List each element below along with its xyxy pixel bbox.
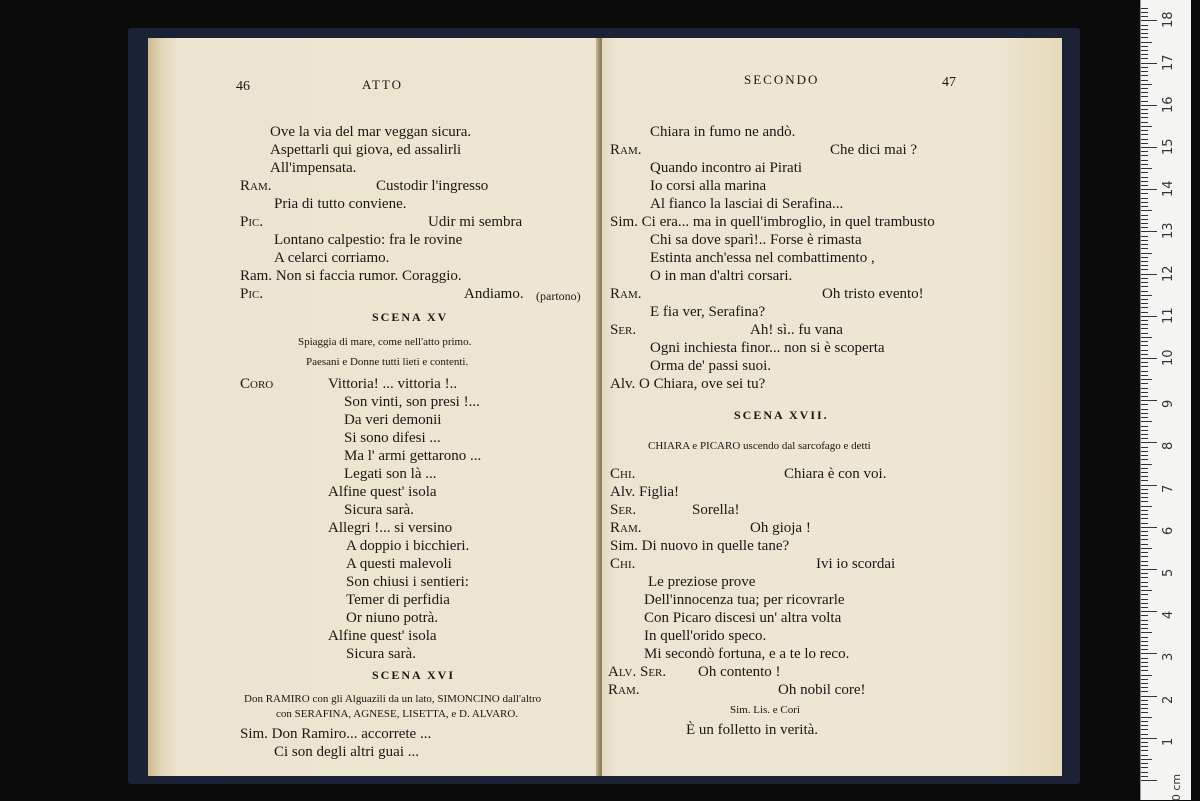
ruler-tick bbox=[1141, 362, 1148, 363]
ruler-tick bbox=[1141, 691, 1148, 692]
text-line: Andiamo. bbox=[464, 286, 524, 302]
ruler-tick bbox=[1141, 168, 1152, 169]
ruler-tick bbox=[1141, 63, 1157, 64]
ruler-tick bbox=[1141, 417, 1148, 418]
ruler-tick bbox=[1141, 20, 1157, 21]
ruler-tick bbox=[1141, 518, 1148, 519]
text-line: Alv. Figlia! bbox=[610, 484, 680, 500]
ruler-tick bbox=[1141, 303, 1148, 304]
text-line: Alv. O Chiara, ove sei tu? bbox=[610, 376, 766, 392]
ruler-tick bbox=[1141, 426, 1148, 427]
page-number: 47 bbox=[942, 75, 956, 90]
ruler-tick bbox=[1141, 582, 1148, 583]
measurement-ruler bbox=[1140, 0, 1191, 800]
ruler-tick bbox=[1141, 430, 1148, 431]
ruler-tick bbox=[1141, 291, 1148, 292]
ruler-number: 15 bbox=[1161, 138, 1176, 156]
ruler-tick bbox=[1141, 345, 1148, 346]
ruler-tick bbox=[1141, 780, 1157, 781]
ruler-tick bbox=[1141, 464, 1152, 465]
ruler-tick bbox=[1141, 210, 1152, 211]
ruler-tick bbox=[1141, 763, 1148, 764]
ruler-tick bbox=[1141, 641, 1148, 642]
ruler-tick bbox=[1141, 198, 1148, 199]
text-line: Ogni inchiesta finor... non si è scoperta bbox=[650, 340, 885, 356]
ruler-tick bbox=[1141, 404, 1148, 405]
ruler-tick bbox=[1141, 396, 1148, 397]
ruler-tick bbox=[1141, 80, 1148, 81]
ruler-tick bbox=[1141, 615, 1148, 616]
ruler-tick bbox=[1141, 316, 1157, 317]
ruler-tick bbox=[1141, 658, 1148, 659]
text-line: Temer di perfidia bbox=[346, 592, 450, 608]
ruler-tick bbox=[1141, 16, 1148, 17]
ruler-tick bbox=[1141, 637, 1148, 638]
ruler-tick bbox=[1141, 354, 1148, 355]
text-line: CHIARA e PICARO uscendo dal sarcofago e detti bbox=[648, 440, 871, 452]
text-line: Chiara in fumo ne andò. bbox=[650, 124, 796, 140]
text-line: Alv. Ser. bbox=[608, 664, 667, 680]
text-line: Or niuno potrà. bbox=[346, 610, 439, 626]
text-line: Paesani e Donne tutti lieti e contenti. bbox=[306, 356, 469, 368]
ruler-tick bbox=[1141, 143, 1148, 144]
ruler-number: 6 bbox=[1161, 526, 1176, 535]
ruler-tick bbox=[1141, 561, 1148, 562]
ruler-number: 9 bbox=[1161, 399, 1176, 409]
ruler-tick bbox=[1141, 670, 1148, 671]
ruler-number: 10 bbox=[1161, 349, 1176, 367]
text-line: A questi malevoli bbox=[346, 556, 452, 572]
ruler-tick bbox=[1141, 510, 1148, 511]
page-number: 46 bbox=[236, 79, 250, 94]
text-line: Coro bbox=[240, 376, 274, 392]
ruler-tick bbox=[1141, 379, 1152, 380]
ruler-tick bbox=[1141, 117, 1148, 118]
ruler-tick bbox=[1141, 497, 1148, 498]
ruler-tick bbox=[1141, 717, 1152, 718]
ruler-tick bbox=[1141, 113, 1148, 114]
ruler-unit-label: 0 cm bbox=[1170, 773, 1184, 801]
ruler-tick bbox=[1141, 181, 1148, 182]
ruler-tick bbox=[1141, 409, 1148, 410]
text-line: Ram. bbox=[240, 178, 272, 194]
ruler-tick bbox=[1141, 215, 1148, 216]
ruler-tick bbox=[1141, 712, 1148, 713]
ruler-tick bbox=[1141, 759, 1152, 760]
ruler-tick bbox=[1141, 54, 1148, 55]
text-line: Estinta anch'essa nel combattimento , bbox=[650, 250, 875, 266]
ruler-tick bbox=[1141, 257, 1148, 258]
text-line: Sim. Di nuovo in quelle tane? bbox=[610, 538, 790, 554]
ruler-tick bbox=[1141, 105, 1157, 106]
ruler-tick bbox=[1141, 607, 1148, 608]
text-line: Ci son degli altri guai ... bbox=[274, 744, 419, 760]
text-line: Ser. bbox=[610, 502, 637, 518]
ruler-tick bbox=[1141, 573, 1148, 574]
ruler-tick bbox=[1141, 696, 1157, 697]
ruler-tick bbox=[1141, 155, 1148, 156]
text-line: Si sono difesi ... bbox=[344, 430, 441, 446]
ruler-number: 12 bbox=[1161, 265, 1176, 282]
ruler-tick bbox=[1141, 388, 1148, 389]
text-line: Al fianco la lasciai di Serafina... bbox=[650, 196, 844, 212]
ruler-tick bbox=[1141, 219, 1148, 220]
ruler-tick bbox=[1141, 75, 1148, 76]
ruler-tick bbox=[1141, 675, 1152, 676]
running-head: ATTO bbox=[362, 77, 403, 92]
ruler-tick bbox=[1141, 653, 1157, 654]
ruler-tick bbox=[1141, 274, 1157, 275]
ruler-number: 16 bbox=[1161, 96, 1176, 113]
text-line: SCENA XVII. bbox=[734, 408, 829, 422]
text-line: Che dici mai ? bbox=[830, 142, 918, 158]
ruler-tick bbox=[1141, 493, 1148, 494]
text-line: Allegri !... si versino bbox=[328, 520, 453, 536]
text-line: Orma de' passi suoi. bbox=[650, 358, 772, 374]
text-line: Ram. bbox=[610, 286, 642, 302]
ruler-tick bbox=[1141, 632, 1152, 633]
text-line: Chi. bbox=[610, 466, 636, 482]
text-line: Legati son là ... bbox=[344, 466, 437, 482]
ruler-tick bbox=[1141, 151, 1148, 152]
ruler-tick bbox=[1141, 400, 1157, 401]
ruler-tick bbox=[1141, 708, 1148, 709]
ruler-tick bbox=[1141, 704, 1148, 705]
ruler-tick bbox=[1141, 485, 1157, 486]
ruler-tick bbox=[1141, 459, 1148, 460]
text-line: (partono) bbox=[536, 289, 581, 303]
ruler-tick bbox=[1141, 729, 1148, 730]
text-line: Ma l' armi gettarono ... bbox=[344, 448, 482, 464]
ruler-tick bbox=[1141, 366, 1148, 367]
text-line: Ove la via del mar veggan sicura. bbox=[270, 124, 472, 140]
text-line: E fia ver, Serafina? bbox=[650, 304, 766, 320]
text-line: Chi sa dove sparì!.. Forse è rimasta bbox=[650, 232, 862, 248]
text-line: Mi secondò fortuna, e a te lo reco. bbox=[644, 646, 850, 662]
ruler-tick bbox=[1141, 227, 1148, 228]
ruler-tick bbox=[1141, 527, 1157, 528]
ruler-tick bbox=[1141, 552, 1148, 553]
text-line: A celarci corriamo. bbox=[274, 250, 390, 266]
text-line: Sim. Ci era... ma in quell'imbroglio, in quel trambusto bbox=[610, 214, 935, 230]
ruler-tick bbox=[1141, 539, 1148, 540]
text-line: Lontano calpestio: fra le rovine bbox=[274, 232, 463, 248]
ruler-tick bbox=[1141, 341, 1148, 342]
text-line: Oh nobil core! bbox=[778, 682, 866, 698]
ruler-tick bbox=[1141, 295, 1152, 296]
ruler-tick bbox=[1141, 248, 1148, 249]
ruler-tick bbox=[1141, 577, 1148, 578]
ruler-tick bbox=[1141, 738, 1157, 739]
text-line: Oh gioja ! bbox=[750, 520, 811, 536]
ruler-number: 13 bbox=[1161, 222, 1176, 240]
text-line: Sicura sarà. bbox=[344, 502, 414, 518]
text-line: Chi. bbox=[610, 556, 636, 572]
ruler-number: 4 bbox=[1161, 610, 1176, 620]
ruler-tick bbox=[1141, 42, 1152, 43]
ruler-tick bbox=[1141, 721, 1148, 722]
ruler-tick bbox=[1141, 25, 1148, 26]
ruler-tick bbox=[1141, 683, 1148, 684]
ruler-tick bbox=[1141, 599, 1148, 600]
ruler-tick bbox=[1141, 523, 1148, 524]
text-line: È un folletto in verità. bbox=[686, 722, 819, 738]
text-line: Pic. bbox=[240, 214, 264, 230]
ruler-number: 18 bbox=[1161, 11, 1176, 29]
ruler-tick bbox=[1141, 172, 1148, 173]
ruler-tick bbox=[1141, 565, 1148, 566]
ruler-tick bbox=[1141, 776, 1148, 777]
text-line: Spiaggia di mare, come nell'atto primo. bbox=[298, 336, 472, 348]
ruler-tick bbox=[1141, 624, 1148, 625]
text-line: Quando incontro ai Pirati bbox=[650, 160, 803, 176]
ruler-tick bbox=[1141, 328, 1148, 329]
text-line: SCENA XVI bbox=[372, 668, 456, 682]
ruler-number: 8 bbox=[1161, 442, 1176, 451]
ruler-tick bbox=[1141, 421, 1152, 422]
ruler-tick bbox=[1141, 333, 1148, 334]
text-line: Udir mi sembra bbox=[428, 214, 523, 230]
text-line: Dell'innocenza tua; per ricovrarle bbox=[644, 592, 845, 608]
text-line: Pria di tutto conviene. bbox=[274, 196, 407, 212]
ruler-tick bbox=[1141, 50, 1148, 51]
ruler-tick bbox=[1141, 206, 1148, 207]
ruler-tick bbox=[1141, 358, 1157, 359]
ruler-tick bbox=[1141, 750, 1148, 751]
ruler-tick bbox=[1141, 662, 1148, 663]
ruler-tick bbox=[1141, 679, 1148, 680]
ruler-tick bbox=[1141, 109, 1148, 110]
ruler-tick bbox=[1141, 438, 1148, 439]
ruler-tick bbox=[1141, 506, 1152, 507]
left-page bbox=[148, 38, 600, 776]
ruler-tick bbox=[1141, 371, 1148, 372]
ruler-tick bbox=[1141, 312, 1148, 313]
ruler-tick bbox=[1141, 324, 1148, 325]
ruler-tick bbox=[1141, 687, 1148, 688]
ruler-tick bbox=[1141, 700, 1148, 701]
ruler-tick bbox=[1141, 767, 1148, 768]
ruler-tick bbox=[1141, 286, 1148, 287]
ruler-tick bbox=[1141, 58, 1148, 59]
text-line: con SERAFINA, AGNESE, LISETTA, e D. ALVARO. bbox=[276, 708, 519, 720]
ruler-tick bbox=[1141, 185, 1148, 186]
right-page bbox=[602, 38, 1062, 776]
ruler-tick bbox=[1141, 84, 1152, 85]
ruler-tick bbox=[1141, 240, 1148, 241]
ruler-tick bbox=[1141, 375, 1148, 376]
ruler-number: 1 bbox=[1161, 737, 1176, 746]
text-line: Sim. Don Ramiro... accorrete ... bbox=[240, 726, 432, 742]
ruler-tick bbox=[1141, 189, 1157, 190]
text-line: Pic. bbox=[240, 286, 264, 302]
ruler-tick bbox=[1141, 337, 1152, 338]
ruler-tick bbox=[1141, 772, 1148, 773]
ruler-tick bbox=[1141, 122, 1148, 123]
text-line: Sim. Lis. e Cori bbox=[730, 704, 800, 716]
ruler-tick bbox=[1141, 33, 1148, 34]
text-line: All'impensata. bbox=[270, 160, 357, 176]
ruler-tick bbox=[1141, 590, 1152, 591]
ruler-tick bbox=[1141, 101, 1148, 102]
ruler-tick bbox=[1141, 734, 1148, 735]
ruler-tick bbox=[1141, 548, 1152, 549]
ruler-tick bbox=[1141, 299, 1148, 300]
ruler-tick bbox=[1141, 12, 1148, 13]
ruler-tick bbox=[1141, 447, 1148, 448]
ruler-tick bbox=[1141, 236, 1148, 237]
text-line: Ram. bbox=[608, 682, 640, 698]
text-line: Sorella! bbox=[692, 502, 740, 518]
ruler-tick bbox=[1141, 434, 1148, 435]
ruler-tick bbox=[1141, 164, 1148, 165]
ruler-tick bbox=[1141, 147, 1157, 148]
text-line: Ram. bbox=[610, 142, 642, 158]
ruler-tick bbox=[1141, 603, 1148, 604]
ruler-tick bbox=[1141, 611, 1157, 612]
ruler-tick bbox=[1141, 231, 1157, 232]
ruler-tick bbox=[1141, 350, 1148, 351]
text-line: Io corsi alla marina bbox=[650, 178, 767, 194]
text-line: Don RAMIRO con gli Alguazili da un lato, SIMONCINO dall'altro bbox=[244, 693, 542, 705]
ruler-tick bbox=[1141, 746, 1148, 747]
ruler-tick bbox=[1141, 126, 1152, 127]
ruler-tick bbox=[1141, 177, 1148, 178]
ruler-number: 3 bbox=[1161, 653, 1176, 662]
ruler-tick bbox=[1141, 489, 1148, 490]
ruler-tick bbox=[1141, 320, 1148, 321]
text-line: Oh contento ! bbox=[698, 664, 781, 680]
text-line: Ivi io scordai bbox=[816, 556, 896, 572]
ruler-tick bbox=[1141, 269, 1148, 270]
text-line: Aspettarli qui giova, ed assalirli bbox=[270, 142, 462, 158]
ruler-tick bbox=[1141, 468, 1148, 469]
ruler-tick bbox=[1141, 193, 1148, 194]
ruler-tick bbox=[1141, 725, 1148, 726]
ruler-tick bbox=[1141, 586, 1148, 587]
text-line: In quell'orido speco. bbox=[644, 628, 767, 644]
ruler-tick bbox=[1141, 8, 1148, 9]
ruler-tick bbox=[1141, 307, 1148, 308]
ruler-tick bbox=[1141, 501, 1148, 502]
ruler-tick bbox=[1141, 139, 1148, 140]
ruler-number: 5 bbox=[1161, 568, 1176, 577]
ruler-tick bbox=[1141, 71, 1148, 72]
ruler-tick bbox=[1141, 261, 1148, 262]
ruler-tick bbox=[1141, 649, 1148, 650]
text-line: Sicura sarà. bbox=[346, 646, 416, 662]
ruler-tick bbox=[1141, 265, 1148, 266]
ruler-tick bbox=[1141, 514, 1148, 515]
text-line: Son vinti, son presi !... bbox=[344, 394, 480, 410]
ruler-tick bbox=[1141, 392, 1148, 393]
ruler-number: 11 bbox=[1161, 307, 1176, 324]
ruler-tick bbox=[1141, 96, 1148, 97]
ruler-tick bbox=[1141, 476, 1148, 477]
text-line: Custodir l'ingresso bbox=[376, 178, 489, 194]
ruler-tick bbox=[1141, 88, 1148, 89]
text-line: Ram. bbox=[610, 520, 642, 536]
text-line: Alfine quest' isola bbox=[328, 484, 437, 500]
text-line: Alfine quest' isola bbox=[328, 628, 437, 644]
ruler-tick bbox=[1141, 67, 1148, 68]
ruler-tick bbox=[1141, 755, 1148, 756]
text-line: Da veri demonii bbox=[344, 412, 442, 428]
ruler-tick bbox=[1141, 160, 1148, 161]
ruler-tick bbox=[1141, 535, 1148, 536]
ruler-tick bbox=[1141, 594, 1148, 595]
ruler-tick bbox=[1141, 383, 1148, 384]
text-line: A doppio i bicchieri. bbox=[346, 538, 470, 554]
ruler-tick bbox=[1141, 223, 1148, 224]
running-head: SECONDO bbox=[744, 72, 820, 87]
ruler-number: 7 bbox=[1161, 484, 1176, 493]
ruler-tick bbox=[1141, 472, 1148, 473]
text-line: Chiara è con voi. bbox=[784, 466, 887, 482]
ruler-tick bbox=[1141, 202, 1148, 203]
text-line: SCENA XV bbox=[372, 310, 449, 324]
ruler-tick bbox=[1141, 278, 1148, 279]
ruler-tick bbox=[1141, 531, 1148, 532]
text-line: Oh tristo evento! bbox=[822, 286, 924, 302]
ruler-tick bbox=[1141, 130, 1148, 131]
text-line: Ah! sì.. fu vana bbox=[750, 322, 843, 338]
ruler-tick bbox=[1141, 253, 1152, 254]
ruler-tick bbox=[1141, 413, 1148, 414]
ruler-tick bbox=[1141, 620, 1148, 621]
text-line: Ser. bbox=[610, 322, 637, 338]
text-line: Ram. Non si faccia rumor. Coraggio. bbox=[240, 268, 462, 284]
ruler-number: 17 bbox=[1161, 54, 1176, 71]
ruler-tick bbox=[1141, 37, 1148, 38]
text-line: Le preziose prove bbox=[648, 574, 756, 590]
text-line: Vittoria! ... vittoria !.. bbox=[328, 376, 458, 392]
ruler-tick bbox=[1141, 29, 1148, 30]
ruler-tick bbox=[1141, 244, 1148, 245]
ruler-tick bbox=[1141, 742, 1148, 743]
ruler-tick bbox=[1141, 282, 1148, 283]
ruler-number: 14 bbox=[1161, 180, 1176, 198]
ruler-number: 2 bbox=[1161, 695, 1176, 704]
ruler-tick bbox=[1141, 628, 1148, 629]
text-line: Con Picaro discesi un' altra volta bbox=[644, 610, 842, 626]
ruler-tick bbox=[1141, 645, 1148, 646]
ruler-tick bbox=[1141, 569, 1157, 570]
ruler-tick bbox=[1141, 451, 1148, 452]
text-line: Son chiusi i sentieri: bbox=[346, 574, 469, 590]
text-line: O in man d'altri corsari. bbox=[650, 268, 793, 284]
ruler-tick bbox=[1141, 92, 1148, 93]
ruler-tick bbox=[1141, 666, 1148, 667]
ruler-tick bbox=[1141, 46, 1148, 47]
ruler-tick bbox=[1141, 134, 1148, 135]
ruler-tick bbox=[1141, 455, 1148, 456]
ruler-tick bbox=[1141, 480, 1148, 481]
ruler-tick bbox=[1141, 544, 1148, 545]
ruler-tick bbox=[1141, 442, 1157, 443]
ruler-tick bbox=[1141, 556, 1148, 557]
